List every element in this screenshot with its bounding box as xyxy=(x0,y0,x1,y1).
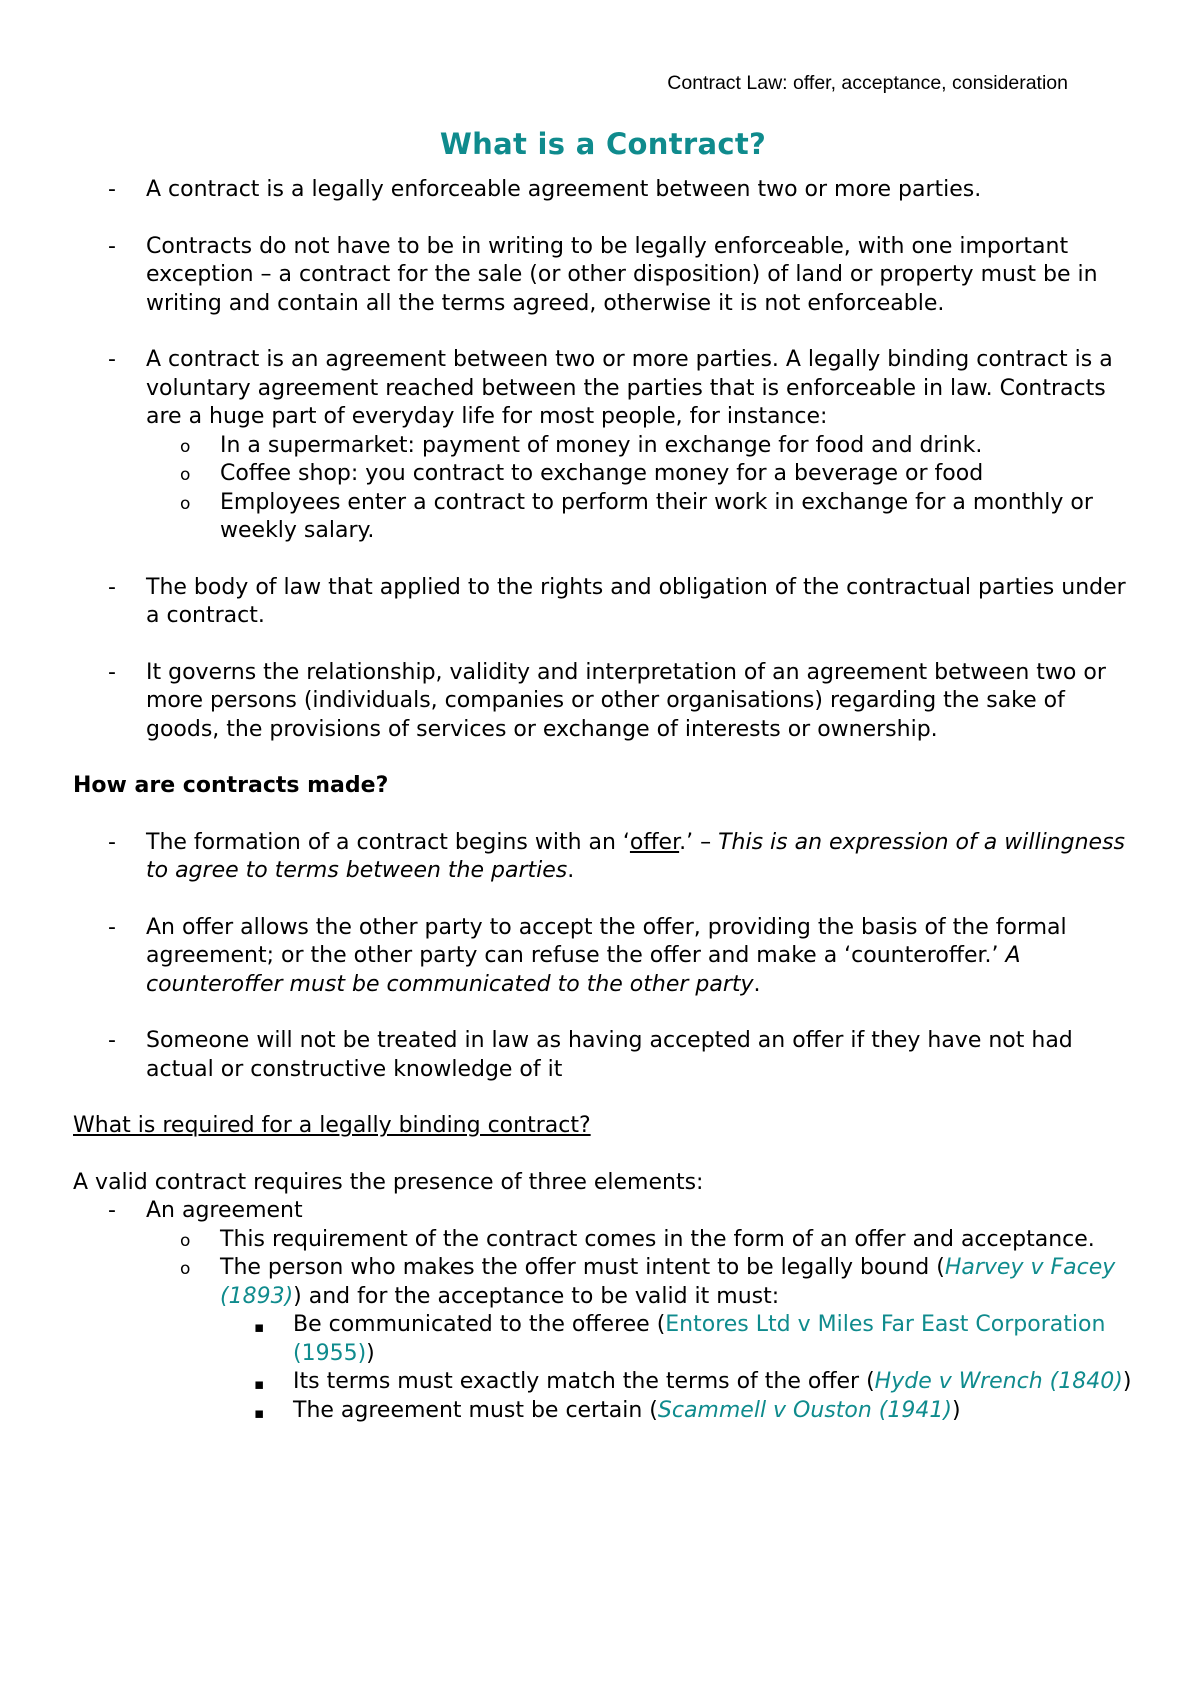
bullet-text xyxy=(293,1369,1131,1394)
case-citation: Scammell v Ouston (1941) xyxy=(657,1397,952,1423)
page-title: What is a Contract? xyxy=(439,127,767,161)
list-item xyxy=(73,346,1133,432)
list-item xyxy=(73,1027,1133,1084)
sub-sub-list-item xyxy=(73,1397,1133,1426)
text-run: ) xyxy=(951,1397,961,1423)
italic-definition: This is an expression of a willingness to agree to terms between the parties xyxy=(146,829,1125,883)
circle-bullet: o xyxy=(180,465,191,485)
bullet-text: Coffee shop: you contract to exchange money for a beverage or food xyxy=(220,461,984,486)
text-run: .’ – xyxy=(679,829,719,855)
bullet-text xyxy=(220,1255,1115,1309)
sub-sub-list-item xyxy=(73,1311,1133,1368)
text-run: . xyxy=(753,971,761,997)
bullet-text: A contract is a legally enforceable agreement between two or more parties. xyxy=(146,177,982,202)
sub-list-item xyxy=(73,1254,1133,1311)
text-run: ) xyxy=(366,1340,375,1366)
list-item xyxy=(73,176,1133,205)
intro-text: A valid contract requires the presence of three elements: xyxy=(73,1169,704,1195)
dash-bullet: - xyxy=(108,177,116,202)
italic-note: A counteroffer must be communicated to the other party xyxy=(146,943,1021,997)
circle-bullet: o xyxy=(180,436,191,457)
text-run: The formation of a contract begins with an ‘ xyxy=(146,829,630,855)
case-citation: Hyde v Wrench (1840) xyxy=(874,1369,1123,1394)
bullet-text xyxy=(293,1312,1105,1366)
section-heading: How are contracts made? xyxy=(73,773,389,798)
text-run: The agreement must be certain ( xyxy=(293,1397,658,1423)
circle-bullet: o xyxy=(180,493,191,514)
case-citation: Entores Ltd v Miles Far East Corporation (1955) xyxy=(293,1312,1106,1366)
sub-list-item xyxy=(73,489,1133,546)
bullet-text xyxy=(146,830,1125,884)
square-bullet: ▪ xyxy=(254,1318,265,1336)
dash-bullet: - xyxy=(108,659,116,685)
sub-list-item xyxy=(73,460,1133,489)
bullet-text: This requirement of the contract comes in the form of an offer and acceptance. xyxy=(220,1226,1095,1252)
square-bullet: ▪ xyxy=(254,1375,265,1393)
text-run: Be communicated to the offeree ( xyxy=(293,1312,666,1337)
text-run: ) and for the acceptance to be valid it must: xyxy=(293,1283,780,1309)
text-run: The person who makes the offer must intent to be legally bound ( xyxy=(220,1255,945,1280)
offer-term: offer xyxy=(629,829,680,855)
page-header: Contract Law: offer, acceptance, consideration xyxy=(667,72,1068,94)
document-body xyxy=(73,124,1133,1425)
sub-list-item xyxy=(73,432,1133,461)
dash-bullet: - xyxy=(108,233,116,259)
list-item xyxy=(73,1197,1133,1226)
list-item xyxy=(73,914,1133,1000)
sub-sub-list-item xyxy=(73,1368,1133,1397)
dash-bullet: - xyxy=(108,829,116,855)
circle-bullet: o xyxy=(180,1259,191,1279)
case-citation: Harvey v Facey (1893) xyxy=(220,1255,1116,1309)
list-item xyxy=(73,233,1133,319)
dash-bullet: - xyxy=(108,914,116,940)
circle-bullet: o xyxy=(180,1230,191,1251)
bullet-text: An agreement xyxy=(146,1198,303,1223)
dash-bullet: - xyxy=(108,347,116,372)
square-bullet: ▪ xyxy=(254,1403,265,1422)
dash-bullet: - xyxy=(108,1198,116,1223)
bullet-text: The body of law that applied to the rights and obligation of the contractual parties under a contract. xyxy=(146,574,1126,628)
text-run: . xyxy=(567,858,575,883)
bullet-text xyxy=(146,915,1067,997)
list-item xyxy=(73,574,1133,631)
list-item xyxy=(73,659,1133,745)
bullet-text: It governs the relationship, validity and interpretation of an agreement between two or more persons (individuals, companies or other organisations) regarding the sake of goods, the provisions of services or exchange of interests or ownership. xyxy=(146,659,1106,742)
section-heading: What is required for a legally binding contract? xyxy=(73,1113,591,1138)
dash-bullet: - xyxy=(108,574,116,600)
list-item xyxy=(73,829,1133,886)
bullet-text: Employees enter a contract to perform their work in exchange for a monthly or weekly salary. xyxy=(220,489,1093,543)
bullet-text: Contracts do not have to be in writing to be legally enforceable, with one important exception – a contract for the sale (or other disposition) of land or property must be in writing and contain all the terms agreed, otherwise it is not enforceable. xyxy=(146,233,1098,316)
bullet-text: A contract is an agreement between two or more parties. A legally binding contract is a voluntary agreement reached between the parties that is enforceable in law. Contracts are a huge part of everyday life for most people, for instance: xyxy=(146,347,1113,429)
text-run: ) xyxy=(1122,1369,1132,1394)
text-run: An offer allows the other party to accept the offer, providing the basis of the formal agreement; or the other party can refuse the offer and make a ‘counteroffer.’ xyxy=(146,914,1067,968)
dash-bullet: - xyxy=(108,1028,116,1053)
bullet-text: Someone will not be treated in law as having accepted an offer if they have not had actual or constructive knowledge of it xyxy=(146,1028,1073,1082)
sub-list-item xyxy=(73,1226,1133,1255)
text-run: Its terms must exactly match the terms of the offer ( xyxy=(293,1369,875,1394)
bullet-text: In a supermarket: payment of money in exchange for food and drink. xyxy=(220,432,983,458)
bullet-text xyxy=(293,1398,961,1423)
